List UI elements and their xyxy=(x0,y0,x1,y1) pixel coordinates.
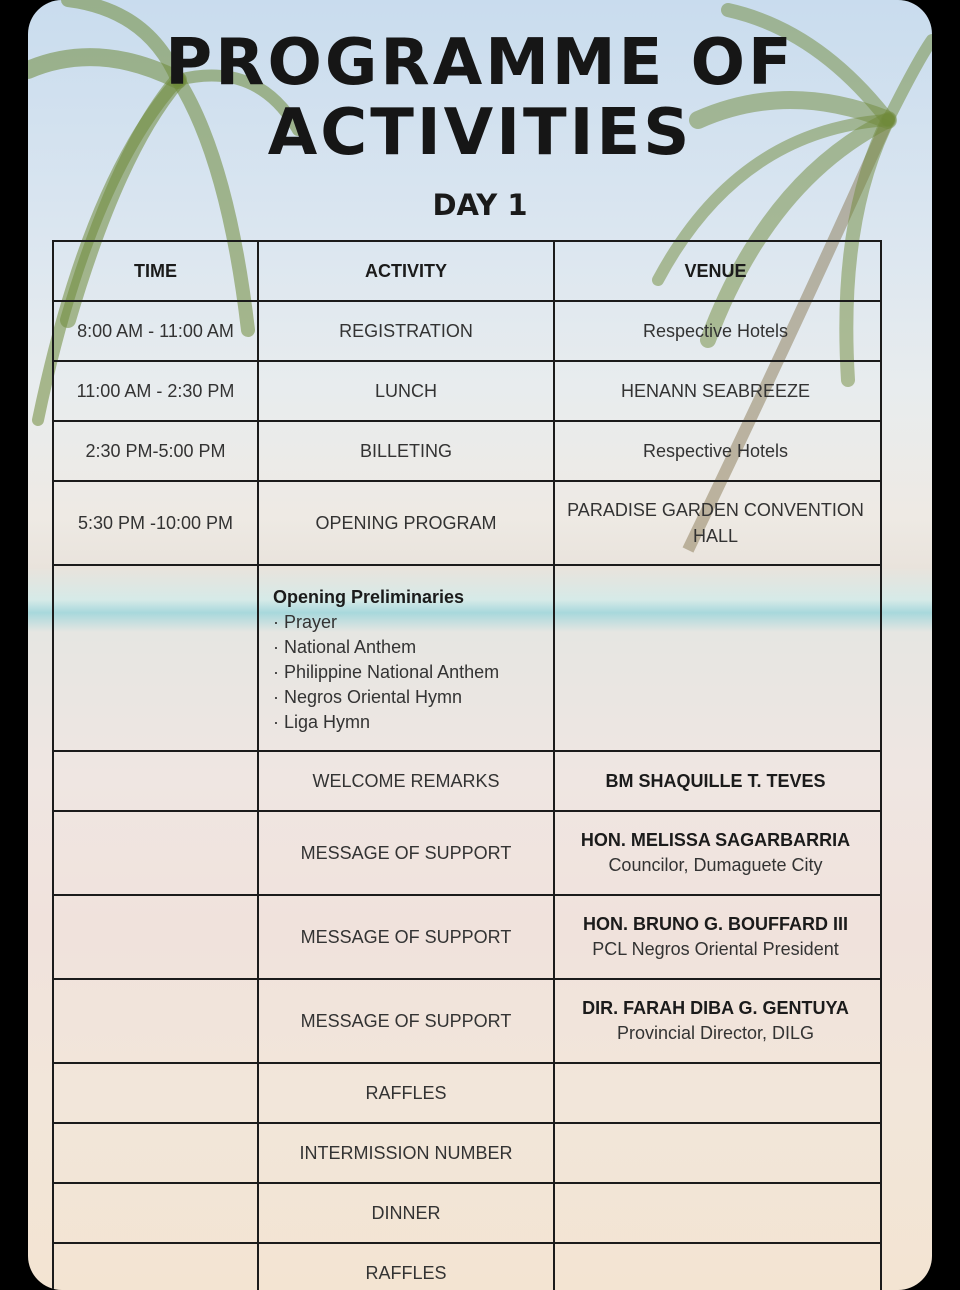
table-row xyxy=(54,812,880,896)
time-cell: 5:30 PM -10:00 PM xyxy=(54,482,259,564)
column-header-activity: ACTIVITY xyxy=(259,242,555,300)
speaker-name: BM SHAQUILLE T. TEVES xyxy=(605,770,826,791)
programme-table xyxy=(52,240,882,1290)
preliminary-item: · Prayer xyxy=(273,612,338,632)
title-line-2: ACTIVITIES xyxy=(267,96,693,170)
venue-cell xyxy=(555,812,876,894)
venue-cell: Respective Hotels xyxy=(642,440,789,461)
speaker-name: HON. MELISSA SAGARBARRIA xyxy=(580,830,851,850)
time-cell-empty xyxy=(54,980,259,1062)
speaker-role: Provincial Director, DILG xyxy=(616,1023,815,1043)
venue-cell-empty xyxy=(555,566,876,750)
venue-cell: HENANN SEABREEZE xyxy=(620,380,811,401)
venue-cell xyxy=(555,896,876,978)
table-header-row xyxy=(54,242,880,302)
speaker-role: PCL Negros Oriental President xyxy=(592,939,839,959)
time-cell: 2:30 PM-5:00 PM xyxy=(54,422,259,480)
table-row xyxy=(54,752,880,812)
activity-cell: MESSAGE OF SUPPORT xyxy=(259,896,555,978)
venue-cell-empty xyxy=(555,1184,876,1242)
preliminary-item: · Negros Oriental Hymn xyxy=(273,687,463,707)
time-cell-empty xyxy=(54,1064,259,1122)
time-cell: 11:00 AM - 2:30 PM xyxy=(54,362,259,420)
activity-cell: RAFFLES xyxy=(259,1244,555,1290)
preliminary-item: · Philippine National Anthem xyxy=(273,662,500,682)
activity-cell: REGISTRATION xyxy=(259,302,555,360)
time-cell-empty xyxy=(54,566,259,750)
speaker-name: HON. BRUNO G. BOUFFARD III xyxy=(583,914,848,934)
activity-cell: LUNCH xyxy=(259,362,555,420)
preliminaries-heading: Opening Preliminaries xyxy=(273,587,465,607)
venue-cell-empty xyxy=(555,1124,876,1182)
programme-card xyxy=(28,0,932,1290)
time-cell-empty xyxy=(54,1184,259,1242)
table-row xyxy=(54,1064,880,1124)
table-row xyxy=(54,302,880,362)
table-row xyxy=(54,362,880,422)
table-row xyxy=(54,1124,880,1184)
activity-cell: BILLETING xyxy=(259,422,555,480)
preliminary-item: · National Anthem xyxy=(273,637,417,657)
activity-cell: INTERMISSION NUMBER xyxy=(259,1124,555,1182)
table-row xyxy=(54,422,880,482)
activity-cell: MESSAGE OF SUPPORT xyxy=(259,812,555,894)
speaker-name: DIR. FARAH DIBA G. GENTUYA xyxy=(582,998,849,1018)
time-cell-empty xyxy=(54,1244,259,1290)
activity-cell: WELCOME REMARKS xyxy=(259,752,555,810)
column-header-time: TIME xyxy=(54,242,259,300)
venue-cell: Respective Hotels xyxy=(642,320,789,341)
preliminary-item: · Liga Hymn xyxy=(273,712,371,732)
time-cell-empty xyxy=(54,752,259,810)
speaker-role: Councilor, Dumaguete City xyxy=(608,855,823,875)
table-row xyxy=(54,980,880,1064)
time-cell: 8:00 AM - 11:00 AM xyxy=(54,302,259,360)
venue-cell-empty xyxy=(555,1064,876,1122)
time-cell-empty xyxy=(54,812,259,894)
venue-cell: PARADISE GARDEN CONVENTION HALL xyxy=(567,500,864,546)
preliminaries-row xyxy=(54,566,880,752)
table-row xyxy=(54,1184,880,1244)
venue-cell xyxy=(555,752,876,810)
venue-cell-empty xyxy=(555,1244,876,1290)
activity-cell: DINNER xyxy=(259,1184,555,1242)
venue-cell xyxy=(555,980,876,1062)
table-row xyxy=(54,896,880,980)
activity-cell: OPENING PROGRAM xyxy=(259,482,555,564)
time-cell-empty xyxy=(54,896,259,978)
time-cell-empty xyxy=(54,1124,259,1182)
table-row xyxy=(54,482,880,566)
day-label: DAY 1 xyxy=(432,188,528,222)
table-row xyxy=(54,1244,880,1290)
title-line-1: PROGRAMME OF xyxy=(165,26,795,100)
activity-cell: RAFFLES xyxy=(259,1064,555,1122)
column-header-venue: VENUE xyxy=(684,260,747,281)
activity-cell: MESSAGE OF SUPPORT xyxy=(259,980,555,1062)
preliminaries-cell xyxy=(259,566,555,750)
